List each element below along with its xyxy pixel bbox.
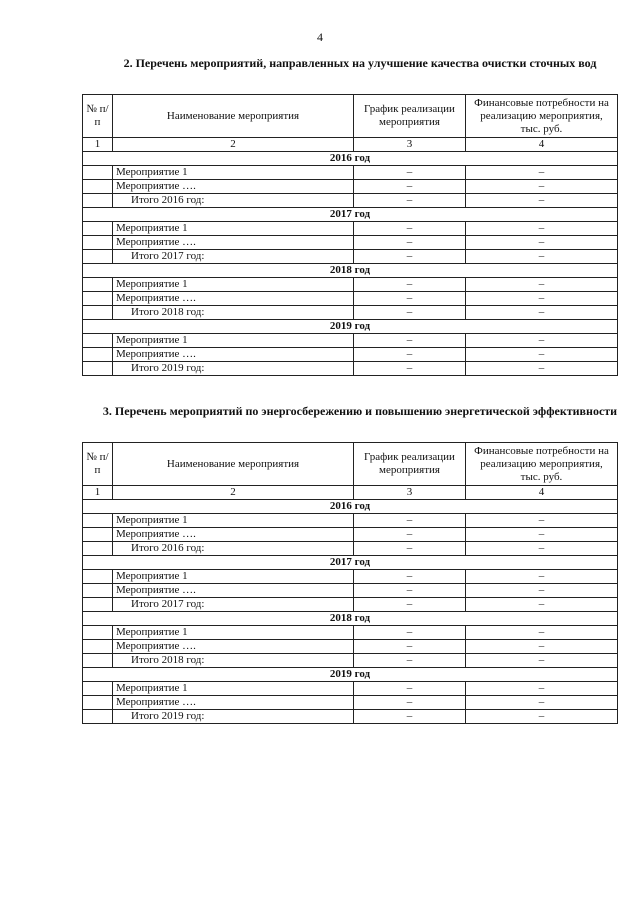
total-row xyxy=(83,250,618,264)
cell-schedule: – xyxy=(354,682,466,696)
cell-finance: – xyxy=(466,236,618,250)
cell-finance: – xyxy=(466,640,618,654)
header-num: № п/п xyxy=(83,95,113,138)
cell-schedule: – xyxy=(354,654,466,668)
cell-name: Итого 2017 год: xyxy=(113,250,354,264)
table-row xyxy=(83,278,618,292)
cell-num xyxy=(83,710,113,724)
cell-name: Мероприятие 1 xyxy=(113,334,354,348)
section-title-2: 2. Перечень мероприятий, направленных на улучшение качества очистки сточных вод xyxy=(123,56,597,70)
cell-finance: – xyxy=(466,306,618,320)
cell-name: Мероприятие 1 xyxy=(113,626,354,640)
header-index: 4 xyxy=(466,138,618,152)
cell-finance: – xyxy=(466,222,618,236)
header-num: № п/п xyxy=(83,443,113,486)
total-row xyxy=(83,194,618,208)
year-row xyxy=(83,264,618,278)
header-name: Наименование мероприятия xyxy=(113,443,354,486)
year-row xyxy=(83,556,618,570)
header-index: 2 xyxy=(113,138,354,152)
table-row xyxy=(83,528,618,542)
table-row xyxy=(83,166,618,180)
year-row xyxy=(83,320,618,334)
cell-schedule: – xyxy=(354,236,466,250)
cell-schedule: – xyxy=(354,362,466,376)
cell-num xyxy=(83,278,113,292)
cell-finance: – xyxy=(466,570,618,584)
cell-num xyxy=(83,598,113,612)
year-label: 2016 год xyxy=(83,152,618,166)
cell-finance: – xyxy=(466,166,618,180)
cell-schedule: – xyxy=(354,334,466,348)
cell-num xyxy=(83,528,113,542)
cell-name: Мероприятие 1 xyxy=(113,570,354,584)
table-row xyxy=(83,626,618,640)
cell-num xyxy=(83,696,113,710)
cell-name: Мероприятие …. xyxy=(113,584,354,598)
cell-name: Итого 2018 год: xyxy=(113,306,354,320)
year-label: 2019 год xyxy=(83,668,618,682)
year-label: 2018 год xyxy=(83,264,618,278)
cell-name: Итого 2019 год: xyxy=(113,710,354,724)
year-row xyxy=(83,612,618,626)
table-row xyxy=(83,640,618,654)
cell-num xyxy=(83,222,113,236)
cell-schedule: – xyxy=(354,570,466,584)
total-row xyxy=(83,598,618,612)
cell-finance: – xyxy=(466,626,618,640)
cell-name: Мероприятие 1 xyxy=(113,682,354,696)
cell-schedule: – xyxy=(354,222,466,236)
year-label: 2019 год xyxy=(83,320,618,334)
cell-num xyxy=(83,166,113,180)
cell-num xyxy=(83,292,113,306)
cell-finance: – xyxy=(466,682,618,696)
measures-table-3 xyxy=(82,442,618,724)
cell-num xyxy=(83,542,113,556)
cell-name: Мероприятие 1 xyxy=(113,222,354,236)
cell-name: Мероприятие 1 xyxy=(113,514,354,528)
cell-schedule: – xyxy=(354,194,466,208)
year-label: 2016 год xyxy=(83,500,618,514)
cell-num xyxy=(83,362,113,376)
cell-schedule: – xyxy=(354,278,466,292)
cell-num xyxy=(83,682,113,696)
header-index: 1 xyxy=(83,138,113,152)
table-row xyxy=(83,682,618,696)
cell-finance: – xyxy=(466,334,618,348)
cell-schedule: – xyxy=(354,166,466,180)
cell-schedule: – xyxy=(354,528,466,542)
cell-finance: – xyxy=(466,348,618,362)
cell-finance: – xyxy=(466,514,618,528)
cell-name: Мероприятие …. xyxy=(113,348,354,362)
cell-schedule: – xyxy=(354,250,466,264)
header-index: 4 xyxy=(466,486,618,500)
table-row xyxy=(83,514,618,528)
cell-schedule: – xyxy=(354,542,466,556)
table-row xyxy=(83,236,618,250)
cell-num xyxy=(83,180,113,194)
table-row xyxy=(83,570,618,584)
cell-name: Итого 2018 год: xyxy=(113,654,354,668)
cell-schedule: – xyxy=(354,584,466,598)
cell-num xyxy=(83,334,113,348)
year-row xyxy=(83,668,618,682)
total-row xyxy=(83,306,618,320)
cell-schedule: – xyxy=(354,696,466,710)
table-row xyxy=(83,292,618,306)
year-row xyxy=(83,208,618,222)
header-name: Наименование мероприятия xyxy=(113,95,354,138)
cell-schedule: – xyxy=(354,626,466,640)
cell-finance: – xyxy=(466,180,618,194)
cell-num xyxy=(83,640,113,654)
cell-num xyxy=(83,626,113,640)
table-row xyxy=(83,334,618,348)
cell-name: Мероприятие …. xyxy=(113,236,354,250)
cell-schedule: – xyxy=(354,514,466,528)
cell-num xyxy=(83,584,113,598)
cell-name: Мероприятие …. xyxy=(113,640,354,654)
cell-name: Итого 2016 год: xyxy=(113,542,354,556)
header-finance: Финансовые потребности на реализацию мероприятия, тыс. руб. xyxy=(466,95,618,138)
cell-name: Мероприятие …. xyxy=(113,292,354,306)
year-label: 2018 год xyxy=(83,612,618,626)
cell-schedule: – xyxy=(354,598,466,612)
cell-schedule: – xyxy=(354,306,466,320)
table-row xyxy=(83,584,618,598)
cell-num xyxy=(83,348,113,362)
cell-finance: – xyxy=(466,710,618,724)
cell-name: Мероприятие …. xyxy=(113,696,354,710)
cell-finance: – xyxy=(466,278,618,292)
header-finance: Финансовые потребности на реализацию мероприятия, тыс. руб. xyxy=(466,443,618,486)
cell-finance: – xyxy=(466,584,618,598)
total-row xyxy=(83,542,618,556)
cell-name: Итого 2019 год: xyxy=(113,362,354,376)
cell-num xyxy=(83,654,113,668)
cell-name: Мероприятие …. xyxy=(113,528,354,542)
cell-num xyxy=(83,306,113,320)
cell-finance: – xyxy=(466,542,618,556)
page-number: 4 xyxy=(317,30,323,44)
cell-finance: – xyxy=(466,250,618,264)
table-row xyxy=(83,180,618,194)
cell-schedule: – xyxy=(354,292,466,306)
total-row xyxy=(83,710,618,724)
cell-finance: – xyxy=(466,696,618,710)
measures-table-2 xyxy=(82,94,618,376)
cell-finance: – xyxy=(466,598,618,612)
cell-num xyxy=(83,194,113,208)
cell-name: Мероприятие 1 xyxy=(113,166,354,180)
header-index: 1 xyxy=(83,486,113,500)
cell-schedule: – xyxy=(354,348,466,362)
cell-num xyxy=(83,236,113,250)
cell-schedule: – xyxy=(354,640,466,654)
cell-finance: – xyxy=(466,194,618,208)
year-label: 2017 год xyxy=(83,208,618,222)
cell-name: Итого 2017 год: xyxy=(113,598,354,612)
table-row xyxy=(83,696,618,710)
header-schedule: График реализации мероприятия xyxy=(354,95,466,138)
cell-schedule: – xyxy=(354,180,466,194)
year-label: 2017 год xyxy=(83,556,618,570)
cell-finance: – xyxy=(466,528,618,542)
table-row xyxy=(83,348,618,362)
cell-finance: – xyxy=(466,292,618,306)
cell-name: Мероприятие …. xyxy=(113,180,354,194)
cell-finance: – xyxy=(466,362,618,376)
header-index: 2 xyxy=(113,486,354,500)
header-schedule: График реализации мероприятия xyxy=(354,443,466,486)
section-title-3: 3. Перечень мероприятий по энергосбережению и повышению энергетической эффективности xyxy=(102,404,618,418)
cell-num xyxy=(83,514,113,528)
header-index: 3 xyxy=(354,138,466,152)
cell-name: Мероприятие 1 xyxy=(113,278,354,292)
year-row xyxy=(83,152,618,166)
year-row xyxy=(83,500,618,514)
total-row xyxy=(83,654,618,668)
header-index: 3 xyxy=(354,486,466,500)
cell-num xyxy=(83,250,113,264)
table-row xyxy=(83,222,618,236)
cell-schedule: – xyxy=(354,710,466,724)
cell-num xyxy=(83,570,113,584)
cell-name: Итого 2016 год: xyxy=(113,194,354,208)
total-row xyxy=(83,362,618,376)
cell-finance: – xyxy=(466,654,618,668)
